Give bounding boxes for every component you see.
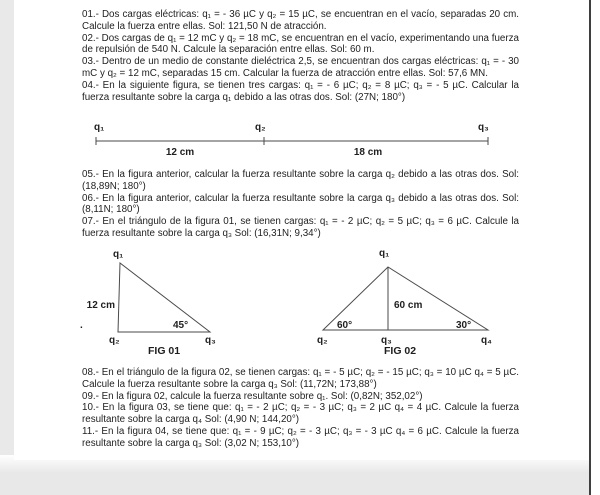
fig02-height-60cm-label: 60 cm [394, 300, 423, 311]
problem-07: 07.- En el triángulo de la figura 01, se tienen cargas: q₁ = - 2 µC; q₂ = 5 µC; q₃ = 6 µC. Calcule la fuerza resultante sobre la carga q₃ Sol: (16,31N; 9,34°) [82, 216, 519, 239]
problem-04: 04.- En la siguiente figura, se tienen tres cargas: q₁ = - 6 µC; q₂ = 8 µC; q₃ = - 5 µC. Calcular la fuerza resultante sobre la carga q₁ debido a las otras dos. Sol: (27N; 180°) [82, 79, 519, 103]
figure-triangle-01 [80, 249, 216, 357]
fig01-angle-45-label: 45° [173, 320, 189, 331]
fig01-caption: FIG 01 [148, 345, 181, 357]
problem-03: 03.- Dentro de un medio de constante dieléctrica 2,5, se encuentran dos cargas eléctricas: q₁ = - 30 mC y q₂ = 12 mC, separadas 15 cm. Calcular la fuerza de atracción entre ellas. Sol: 57,6 MN. [82, 56, 519, 79]
fig02-q3-label: q₃ [381, 335, 392, 346]
viewer-left-margin [0, 0, 14, 460]
fig02-q1-label: q₁ [379, 248, 390, 259]
charge-q2-label: q₂ [255, 122, 266, 133]
viewer-bottom-margin [0, 455, 589, 495]
figure-charges-line [80, 117, 500, 161]
window-right-border [589, 0, 591, 495]
fig01-q1-label: q₁ [113, 249, 124, 260]
distance-12cm-label: 12 cm [165, 147, 195, 158]
figure-triangles [74, 248, 554, 360]
charge-q3-label: q₃ [478, 122, 489, 133]
fig01-q2-label: q₂ [109, 335, 120, 346]
problem-11: 11.- En la figura 04, se tiene que: q₁ = - 9 µC; q₂ = - 3 µC; q₃ = - 3 µC q₄ = 6 µC. Calcule la fuerza resultante sobre la carga q₃ Sol: (3,02 N; 153,10°) [82, 425, 519, 449]
problem-06: 06.- En la figura anterior, calcular la fuerza resultante sobre la carga q₃ debido a las otras dos. Sol: (8,11N; 180°) [82, 192, 519, 216]
problem-02: 02.- Dos cargas de q₁ = 12 mC y q₂ = 18 mC, se encuentran en el vacío, experimentando una fuerza de repulsión de 540 N. Calcule la separación entre ellas. Sol: 60 m. [82, 32, 519, 56]
fig02-q4-label: q₄ [481, 335, 492, 346]
fig01-side-12cm-label: 12 cm [86, 300, 115, 311]
problem-10: 10.- En la figura 03, se tiene que: q₁ = - 2 µC; q₂ = - 3 µC; q₃ = 2 µC q₄ = 4 µC. Calcule la fuerza resultante sobre la carga q₄ Sol: (4,90 N; 144,20°) [82, 402, 519, 426]
problem-09: 09.- En la figura 02, calcule la fuerza resultante sobre q₁. Sol: (0,82N; 352,02°) [82, 390, 423, 402]
fig01-triangle-outline [118, 263, 210, 332]
charge-q1-label: q₁ [94, 122, 105, 133]
fig02-caption: FIG 02 [384, 345, 417, 357]
fig02-angle-30-label: 30° [456, 320, 472, 331]
fig01-q3-label: q₃ [205, 335, 216, 346]
problem-01: 01.- Dos cargas eléctricas: q₁ = - 36 µC y q₂ = 15 µC, se encuentran en el vacío, separadas 20 cm. Calcule la fuerza entre ellas. Sol: 121,50 N de atracción. [82, 9, 519, 32]
fig02-q2-label: q₂ [317, 335, 328, 346]
figure-triangle-02 [317, 248, 492, 357]
problems-block-3 [82, 367, 519, 450]
stray-dot: . [80, 320, 83, 331]
distance-18cm-label: 18 cm [353, 147, 383, 158]
document-page [14, 0, 589, 460]
problems-block-1 [82, 9, 519, 103]
problem-05: 05.- En la figura anterior, calcular la fuerza resultante sobre la carga q₂ debido a las otras dos. Sol: (18,89N; 180°) [82, 169, 519, 192]
problem-08: 08.- En el triángulo de la figura 02, se tienen cargas: q₁ = - 5 µC; q₂ = - 15 µC; q₃ = 10 µC q₄ = 5 µC. Calcule la fuerza resultante sobre la carga q₃ Sol: (11,72N; 173,88°) [82, 367, 519, 390]
problems-block-2 [82, 169, 519, 240]
fig02-angle-60-label: 60° [337, 320, 353, 331]
